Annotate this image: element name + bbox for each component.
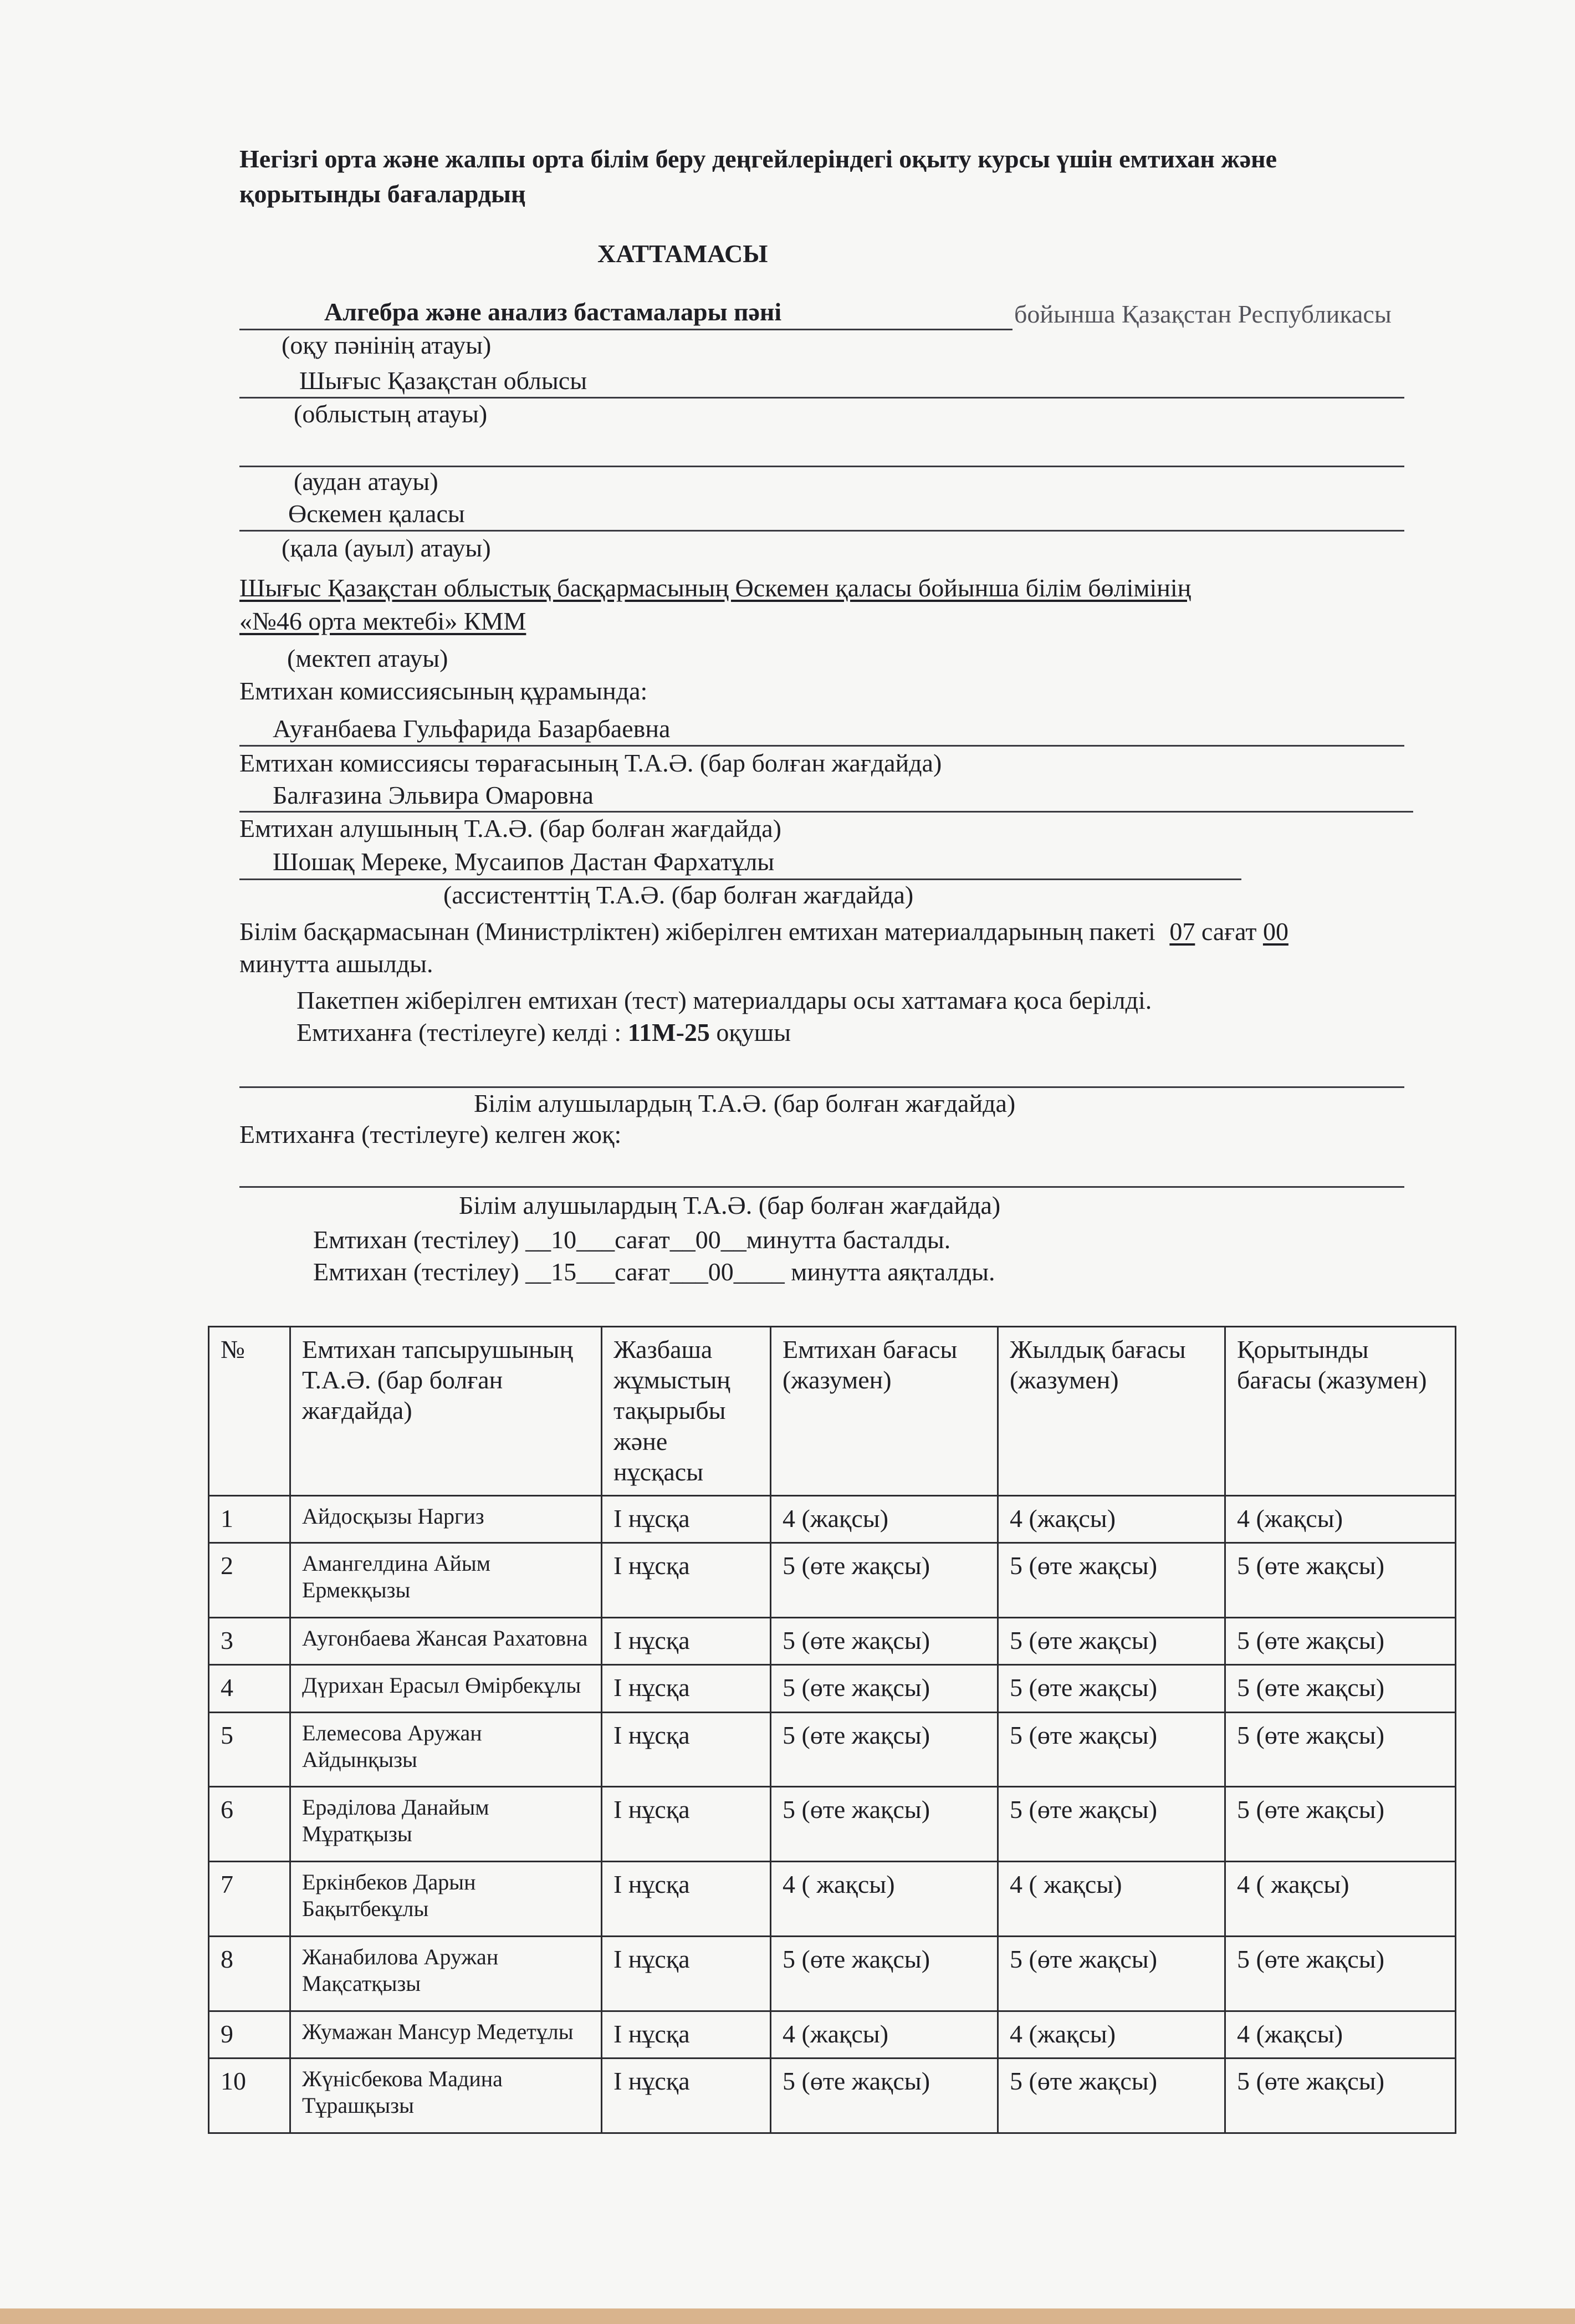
cell-final-grade: 5 (өте жақсы) bbox=[1225, 1665, 1456, 1712]
cell-exam-grade: 5 (өте жақсы) bbox=[771, 1618, 998, 1665]
materials-line: Пакетпен жіберілген емтихан (тест) материалдары осы хаттамаға қоса берілді. bbox=[296, 986, 1152, 1014]
cell-number: 7 bbox=[209, 1862, 290, 1937]
city-caption: (қала (ауыл) атауы) bbox=[282, 534, 491, 562]
package-line-2: минутта ашылды. bbox=[239, 949, 433, 978]
cell-student-name: Аугонбаева Жансая Рахатовна bbox=[290, 1618, 602, 1665]
cell-annual-grade: 5 (өте жақсы) bbox=[998, 1543, 1225, 1618]
cell-annual-grade: 4 (жақсы) bbox=[998, 1496, 1225, 1543]
exam-end-line: Емтихан (тестілеу) __15___сағат___00____ минутта аяқталды. bbox=[313, 1258, 995, 1286]
cell-number: 4 bbox=[209, 1665, 290, 1712]
cell-final-grade: 4 (жақсы) bbox=[1225, 2011, 1456, 2058]
cell-topic: І нұсқа bbox=[602, 2059, 771, 2133]
cell-topic: І нұсқа bbox=[602, 1787, 771, 1862]
chair-caption: Емтихан комиссиясы төрағасының Т.А.Ә. (бар болған жағдайда) bbox=[239, 749, 942, 777]
table-header-row bbox=[209, 1327, 1456, 1496]
cell-final-grade: 5 (өте жақсы) bbox=[1225, 1618, 1456, 1665]
table-body bbox=[209, 1496, 1456, 2133]
cell-student-name: Ерәділова Данайым Мұратқызы bbox=[290, 1787, 602, 1862]
subject-suffix: бойынша Қазақстан Республикасы bbox=[1014, 300, 1392, 328]
cell-topic: І нұсқа bbox=[602, 2011, 771, 2058]
school-name-line-1: Шығыс Қазақстан облыстық басқармасының Өскемен қаласы бойынша білім бөлімінің bbox=[239, 574, 1192, 602]
cell-number: 9 bbox=[209, 2011, 290, 2058]
col-header-final-grade: Қорытынды бағасы (жазумен) bbox=[1225, 1327, 1456, 1496]
assistants-names: Шошақ Мереке, Мусаипов Дастан Фархатұлы bbox=[273, 847, 775, 876]
examiner-caption: Емтихан алушының Т.А.Ә. (бар болған жағдайда) bbox=[239, 814, 781, 842]
attended-class: 11М-25 bbox=[627, 1018, 710, 1046]
cell-topic: І нұсқа bbox=[602, 1862, 771, 1937]
school-name-line-2: «№46 орта мектебі» КММ bbox=[239, 607, 526, 635]
cell-number: 8 bbox=[209, 1937, 290, 2011]
cell-student-name: Жанабилова Аружан Мақсатқызы bbox=[290, 1937, 602, 2011]
document-title: ХАТТАМАСЫ bbox=[597, 239, 768, 268]
col-header-topic: Жазбаша жұмыстың тақырыбы және нұсқасы bbox=[602, 1327, 771, 1496]
assistants-caption: (ассистенттің Т.А.Ә. (бар болған жағдайда) bbox=[443, 881, 914, 909]
chair-underline bbox=[239, 745, 1404, 747]
exam-start-line: Емтихан (тестілеу) __10___сағат__00__минутта басталды. bbox=[313, 1225, 951, 1254]
cell-final-grade: 5 (өте жақсы) bbox=[1225, 1712, 1456, 1787]
cell-exam-grade: 5 (өте жақсы) bbox=[771, 2059, 998, 2133]
col-header-annual-grade: Жылдық бағасы (жазумен) bbox=[998, 1327, 1225, 1496]
cell-final-grade: 4 ( жақсы) bbox=[1225, 1862, 1456, 1937]
cell-student-name: Амангелдина Айым Ермекқызы bbox=[290, 1543, 602, 1618]
chair-name: Ауғанбаева Гульфарида Базарбаевна bbox=[273, 714, 671, 743]
cell-final-grade: 5 (өте жақсы) bbox=[1225, 1787, 1456, 1862]
table-row bbox=[209, 1665, 1456, 1712]
cell-number: 1 bbox=[209, 1496, 290, 1543]
subject-name: Алгебра және анализ бастамалары пәні bbox=[324, 298, 782, 326]
package-line bbox=[239, 918, 1288, 946]
header-line-2: қорытынды бағалардың bbox=[239, 180, 526, 208]
district-caption: (аудан атауы) bbox=[294, 467, 438, 496]
subject-underline bbox=[239, 329, 1013, 330]
table-row bbox=[209, 1937, 1456, 2011]
table-row bbox=[209, 2011, 1456, 2058]
package-minute: 00 bbox=[1262, 917, 1288, 946]
subject-caption: (оқу пәнінің атауы) bbox=[282, 331, 492, 359]
cell-number: 6 bbox=[209, 1787, 290, 1862]
package-hour: 07 bbox=[1169, 917, 1195, 946]
cell-annual-grade: 5 (өте жақсы) bbox=[998, 1787, 1225, 1862]
region-underline bbox=[239, 397, 1404, 399]
cell-topic: І нұсқа bbox=[602, 1937, 771, 2011]
cell-student-name: Жумажан Мансур Медетұлы bbox=[290, 2011, 602, 2058]
col-header-name: Емтихан тапсырушының Т.А.Ә. (бар болған жағдайда) bbox=[290, 1327, 602, 1496]
cell-topic: І нұсқа bbox=[602, 1618, 771, 1665]
attended-suffix: оқушы bbox=[716, 1018, 791, 1046]
table-row bbox=[209, 1712, 1456, 1787]
cell-number: 5 bbox=[209, 1712, 290, 1787]
cell-exam-grade: 5 (өте жақсы) bbox=[771, 1665, 998, 1712]
grades-table bbox=[208, 1326, 1456, 2134]
col-header-number: № bbox=[209, 1327, 290, 1496]
cell-annual-grade: 4 (жақсы) bbox=[998, 2011, 1225, 2058]
col-header-exam-grade: Емтихан бағасы (жазумен) bbox=[771, 1327, 998, 1496]
header-line-1: Негізгі орта және жалпы орта білім беру деңгейлеріндегі оқыту курсы үшін емтихан және bbox=[239, 145, 1277, 173]
cell-final-grade: 4 (жақсы) bbox=[1225, 1496, 1456, 1543]
cell-final-grade: 5 (өте жақсы) bbox=[1225, 1937, 1456, 2011]
cell-exam-grade: 4 (жақсы) bbox=[771, 1496, 998, 1543]
cell-student-name: Елемесова Аружан Айдынқызы bbox=[290, 1712, 602, 1787]
cell-annual-grade: 5 (өте жақсы) bbox=[998, 1937, 1225, 2011]
absent-label: Емтиханға (тестілеуге) келген жоқ: bbox=[239, 1120, 622, 1148]
cell-exam-grade: 4 (жақсы) bbox=[771, 2011, 998, 2058]
cell-annual-grade: 5 (өте жақсы) bbox=[998, 1712, 1225, 1787]
cell-exam-grade: 5 (өте жақсы) bbox=[771, 1543, 998, 1618]
cell-exam-grade: 5 (өте жақсы) bbox=[771, 1937, 998, 2011]
table-row bbox=[209, 1618, 1456, 1665]
table-row bbox=[209, 1862, 1456, 1937]
cell-final-grade: 5 (өте жақсы) bbox=[1225, 1543, 1456, 1618]
cell-annual-grade: 5 (өте жақсы) bbox=[998, 1665, 1225, 1712]
examiner-underline bbox=[239, 811, 1413, 813]
city-underline bbox=[239, 530, 1404, 532]
region-name: Шығыс Қазақстан облысы bbox=[299, 366, 587, 395]
cell-student-name: Жүнісбекова Мадина Тұрашқызы bbox=[290, 2059, 602, 2133]
cell-topic: І нұсқа bbox=[602, 1712, 771, 1787]
table-row bbox=[209, 2059, 1456, 2133]
cell-student-name: Дүрихан Ерасыл Өмірбекұлы bbox=[290, 1665, 602, 1712]
examiner-name: Балғазина Эльвира Омаровна bbox=[273, 781, 594, 809]
cell-student-name: Еркінбеков Дарын Бақытбекұлы bbox=[290, 1862, 602, 1937]
cell-number: 10 bbox=[209, 2059, 290, 2133]
city-name: Өскемен қаласы bbox=[288, 499, 465, 528]
package-text: Білім басқармасынан (Министрліктен) жіберілген емтихан материалдарының пакеті bbox=[239, 917, 1155, 946]
cell-student-name: Айдосқызы Наргиз bbox=[290, 1496, 602, 1543]
cell-topic: І нұсқа bbox=[602, 1543, 771, 1618]
absent-caption: Білім алушылардың Т.А.Ә. (бар болған жағдайда) bbox=[459, 1191, 1001, 1219]
students-caption: Білім алушылардың Т.А.Ә. (бар болған жағдайда) bbox=[474, 1089, 1016, 1117]
cell-number: 3 bbox=[209, 1618, 290, 1665]
hour-word: сағат bbox=[1201, 917, 1257, 946]
table-row bbox=[209, 1787, 1456, 1862]
cell-final-grade: 5 (өте жақсы) bbox=[1225, 2059, 1456, 2133]
cell-annual-grade: 4 ( жақсы) bbox=[998, 1862, 1225, 1937]
table-row bbox=[209, 1543, 1456, 1618]
cell-exam-grade: 4 ( жақсы) bbox=[771, 1862, 998, 1937]
attended-label: Емтиханға (тестілеуге) келді : bbox=[296, 1018, 622, 1046]
cell-number: 2 bbox=[209, 1543, 290, 1618]
cell-exam-grade: 5 (өте жақсы) bbox=[771, 1787, 998, 1862]
cell-annual-grade: 5 (өте жақсы) bbox=[998, 1618, 1225, 1665]
attended-line bbox=[296, 1019, 791, 1047]
cell-annual-grade: 5 (өте жақсы) bbox=[998, 2059, 1225, 2133]
absent-underline bbox=[239, 1186, 1404, 1188]
school-caption: (мектеп атауы) bbox=[287, 644, 448, 672]
commission-label: Емтихан комиссиясының құрамында: bbox=[239, 677, 648, 705]
assistants-underline bbox=[239, 878, 1241, 880]
cell-exam-grade: 5 (өте жақсы) bbox=[771, 1712, 998, 1787]
table-row bbox=[209, 1496, 1456, 1543]
region-caption: (облыстың атауы) bbox=[294, 400, 488, 428]
cell-topic: І нұсқа bbox=[602, 1496, 771, 1543]
cell-topic: І нұсқа bbox=[602, 1665, 771, 1712]
attended-underline bbox=[239, 1086, 1404, 1088]
